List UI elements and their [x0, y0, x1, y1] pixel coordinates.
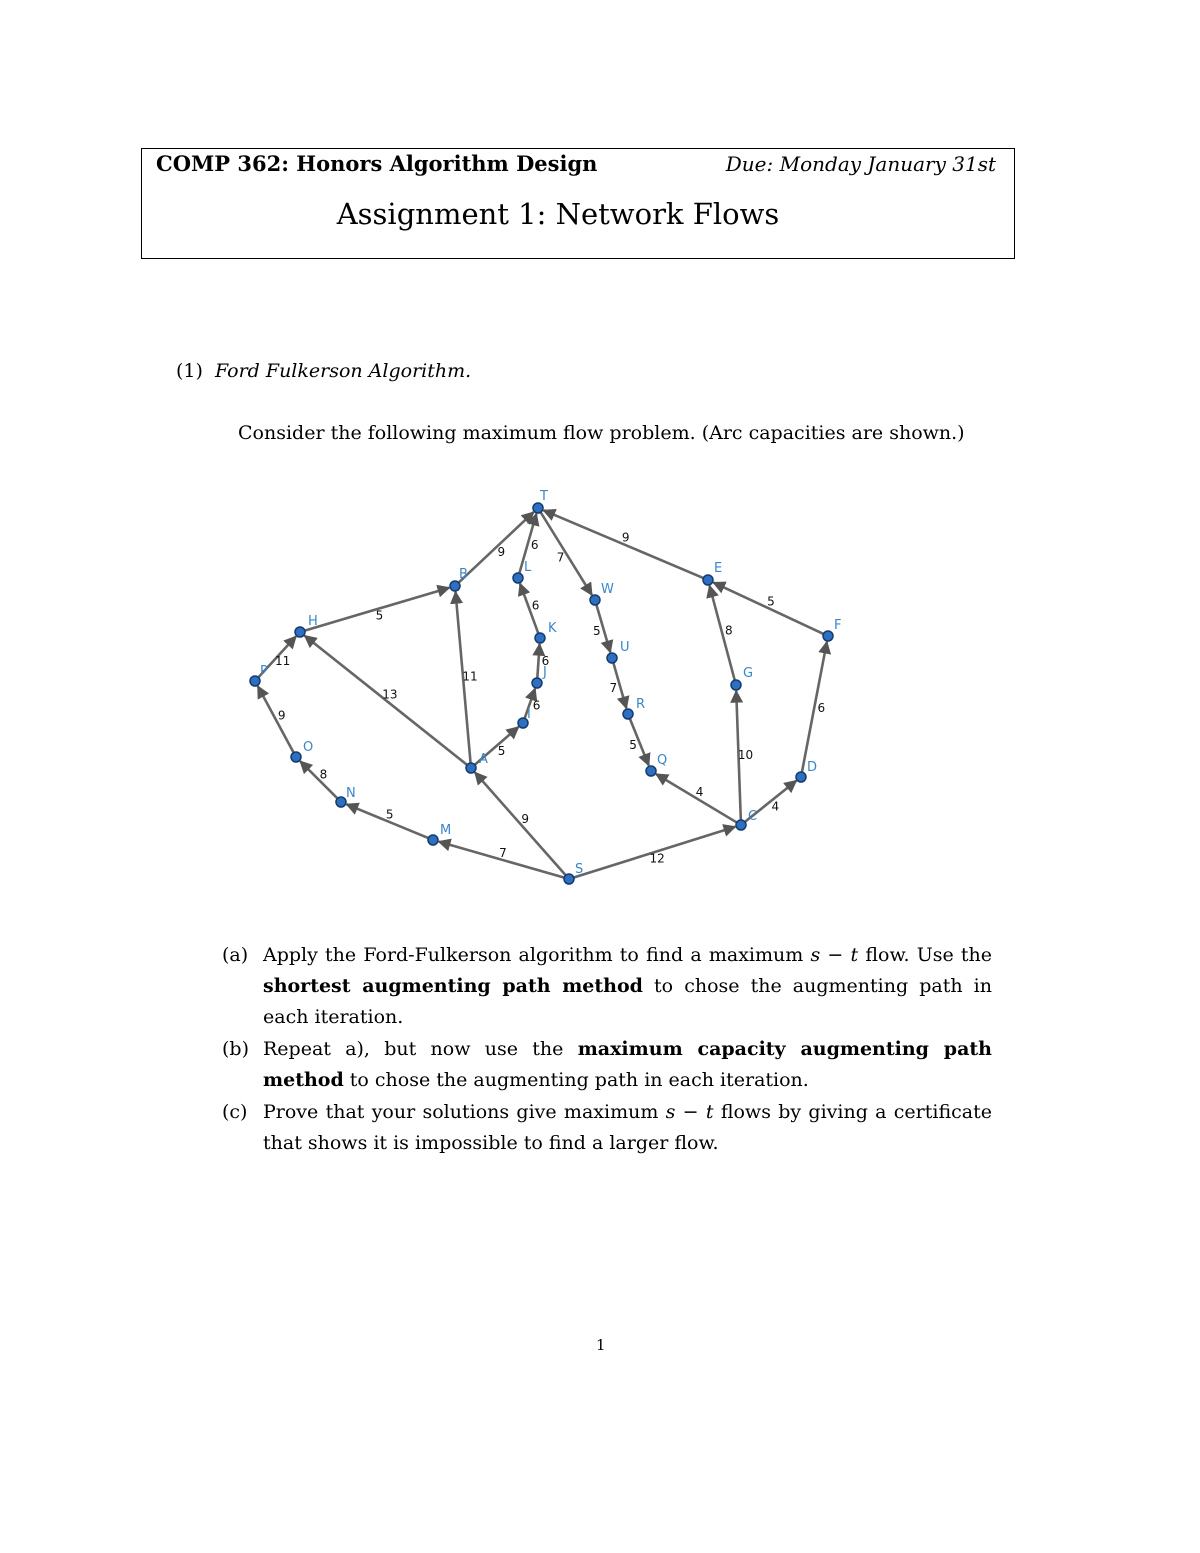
part-b-text-1: Repeat a), but now use the — [263, 1038, 578, 1060]
edge-capacity-B-T: 9 — [497, 545, 506, 560]
node-Q — [646, 766, 656, 776]
question-intro: Consider the following maximum flow problem. (Arc capacities are shown.) — [238, 422, 965, 444]
node-label-D: D — [807, 760, 818, 775]
node-label-U: U — [620, 640, 630, 655]
course-title: COMP 362: Honors Algorithm Design — [156, 151, 598, 176]
edge-capacity-C-G: 10 — [737, 747, 754, 762]
node-M — [428, 835, 438, 845]
node-P — [250, 676, 260, 686]
node-T — [533, 503, 543, 513]
node-label-G: G — [743, 666, 754, 681]
edge-capacity-D-F: 6 — [817, 700, 826, 715]
node-S — [564, 874, 574, 884]
part-a-text — [263, 940, 992, 1033]
node-label-P: P — [260, 664, 268, 679]
node-label-B: B — [459, 567, 468, 582]
node-R — [623, 709, 633, 719]
node-W — [590, 595, 600, 605]
node-label-W: W — [601, 582, 614, 597]
edge-capacity-H-B: 5 — [375, 608, 384, 623]
edge-capacity-K-L: 6 — [531, 598, 540, 613]
node-label-K: K — [548, 621, 557, 636]
edge-capacity-A-I: 5 — [497, 743, 506, 758]
edge-B-T — [459, 512, 534, 582]
edge-capacity-S-M: 7 — [499, 845, 507, 860]
edge-capacity-C-D: 4 — [771, 799, 780, 814]
edge-capacity-F-E: 5 — [767, 594, 775, 609]
edge-capacity-C-Q: 4 — [695, 784, 704, 799]
node-label-F: F — [834, 618, 842, 633]
part-c-text-2: flows by giving a certificate that shows it is impossible to find a larger flow. — [263, 1101, 992, 1154]
edge-capacity-M-N: 5 — [385, 807, 394, 822]
part-a-tag: (a) — [222, 944, 249, 966]
node-label-S: S — [575, 862, 584, 877]
edge-T-W — [541, 512, 592, 595]
edge-capacity-E-T: 9 — [621, 530, 630, 545]
node-O — [291, 752, 301, 762]
edge-capacity-A-B: 11 — [462, 669, 478, 684]
node-B — [450, 581, 460, 591]
node-H — [295, 627, 305, 637]
due-date: Due: Monday January 31st — [725, 152, 996, 176]
edge-capacity-R-Q: 5 — [629, 738, 637, 753]
edge-capacity-A-H: 13 — [382, 687, 398, 702]
node-E — [703, 575, 713, 585]
part-c-math: s − t — [665, 1101, 714, 1123]
edge-capacity-W-U: 5 — [592, 623, 601, 638]
node-label-E: E — [714, 561, 723, 576]
node-label-A: A — [479, 752, 488, 767]
edge-capacity-G-E: 8 — [724, 623, 733, 638]
node-label-C: C — [748, 809, 758, 824]
node-label-Q: Q — [657, 753, 668, 768]
edge-capacity-I-J: 6 — [532, 698, 541, 713]
edge-capacity-L-T: 6 — [530, 537, 539, 552]
part-b-bold: maximum capacity augmenting path method — [263, 1038, 992, 1091]
node-D — [796, 772, 806, 782]
part-a-text-3: to chose the augmenting path in each iteration. — [263, 975, 992, 1028]
edge-capacity-U-R: 7 — [609, 680, 618, 695]
node-K — [535, 633, 545, 643]
node-F — [823, 631, 833, 641]
node-label-J: J — [543, 665, 547, 680]
part-c-tag: (c) — [222, 1101, 248, 1123]
edge-O-P — [258, 686, 294, 752]
node-label-I: I — [527, 707, 531, 722]
assignment-title: Assignment 1: Network Flows — [336, 197, 780, 231]
part-a — [222, 940, 992, 1033]
part-a-text-1: Apply the Ford-Fulkerson algorithm to find a maximum — [263, 944, 811, 966]
edge-capacity-N-O: 8 — [319, 767, 328, 782]
node-G — [731, 680, 741, 690]
edge-capacity-P-H: 11 — [275, 654, 291, 669]
node-label-O: O — [303, 740, 314, 755]
node-C — [736, 820, 746, 830]
page-number: 1 — [596, 1336, 606, 1354]
node-A — [466, 763, 476, 773]
node-label-H: H — [308, 614, 318, 629]
part-a-text-2: flow. Use the — [858, 944, 993, 966]
node-label-M: M — [440, 823, 452, 838]
node-label-N: N — [346, 786, 356, 801]
node-label-T: T — [540, 489, 548, 504]
edge-capacity-J-K: 6 — [541, 653, 550, 668]
edge-capacity-O-P: 9 — [277, 708, 286, 723]
node-label-R: R — [636, 697, 646, 712]
part-b-text — [263, 1034, 992, 1096]
node-U — [607, 653, 617, 663]
part-b-text-2: to chose the augmenting path in each iteration. — [343, 1069, 809, 1091]
edge-capacity-T-W: 7 — [556, 550, 565, 565]
part-b-tag: (b) — [222, 1038, 249, 1060]
question-title: Ford Fulkerson Algorithm. — [215, 360, 472, 382]
edge-capacity-S-A: 9 — [521, 811, 530, 826]
part-a-bold: shortest augmenting path method — [263, 975, 643, 997]
node-label-L: L — [524, 560, 532, 575]
question-number: (1) — [176, 360, 203, 382]
part-c-text-1: Prove that your solutions give maximum — [263, 1101, 666, 1123]
node-J — [532, 678, 542, 688]
node-N — [336, 797, 346, 807]
part-c-text — [263, 1097, 992, 1159]
edge-S-A — [475, 772, 566, 875]
part-b — [222, 1034, 992, 1096]
part-a-math: s − t — [810, 944, 859, 966]
node-L — [513, 573, 523, 583]
edge-capacity-S-C: 12 — [649, 851, 665, 866]
edge-J-K — [537, 644, 539, 678]
part-c — [222, 1097, 992, 1159]
